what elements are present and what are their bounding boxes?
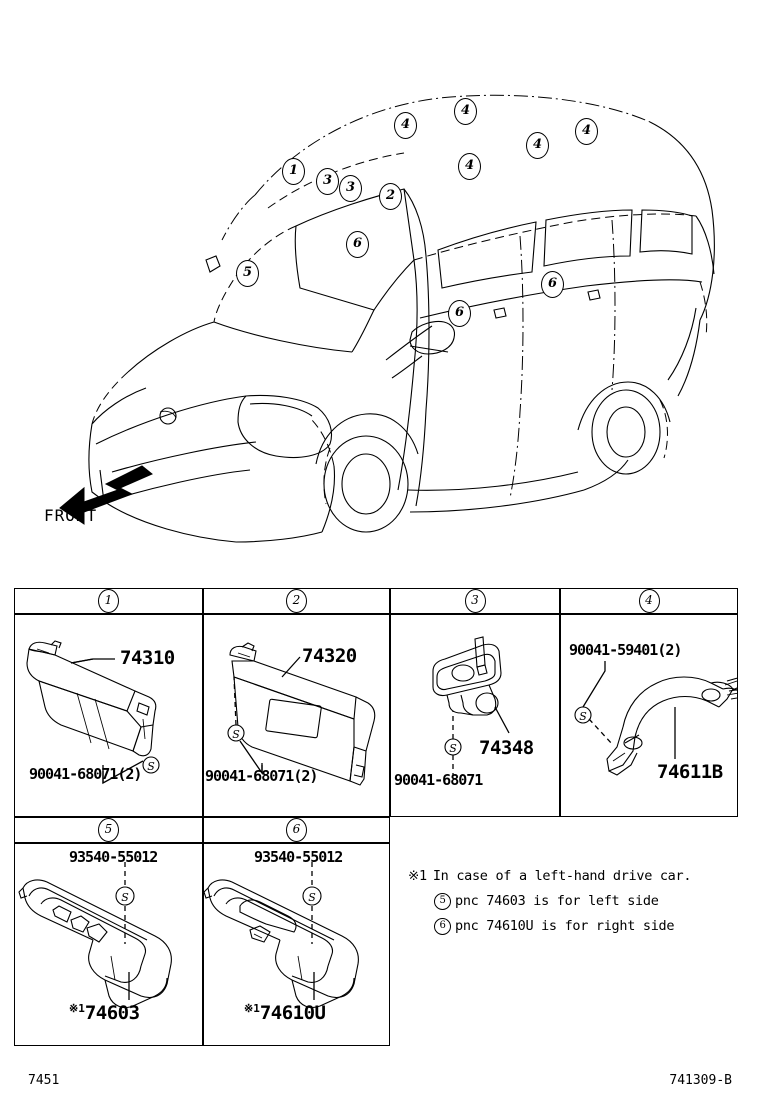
table-header-row-1: [14, 588, 738, 615]
callout-4: 4: [394, 112, 417, 139]
callout-4: 4: [454, 98, 477, 125]
header-cell-2: [203, 588, 390, 615]
callout-3: 3: [339, 175, 362, 202]
callout-1: 1: [282, 158, 305, 185]
part-cell-sun-visor: [14, 615, 203, 817]
part-cell-assist-grip: [560, 615, 738, 817]
svg-text:S: S: [449, 742, 457, 755]
callout-6: 6: [346, 231, 369, 258]
note-number-5: 5: [434, 893, 451, 910]
note-mark-b: ※1: [244, 1002, 260, 1015]
front-label: FRONT: [44, 506, 98, 525]
part-number-93540-55012-a: 93540-55012: [69, 848, 158, 866]
table-body-row-1: [14, 615, 738, 817]
callout-6: 6: [448, 300, 471, 327]
header-cell-3: [390, 588, 560, 615]
notes-block: [408, 864, 738, 939]
note-mark-a: ※1: [69, 1002, 85, 1015]
note-line-6: [434, 914, 738, 939]
callout-6: 6: [541, 271, 564, 298]
svg-text:S: S: [579, 710, 587, 723]
header-cell-5: [14, 817, 203, 844]
callout-4: 4: [526, 132, 549, 159]
part-number-74603-value: 74603: [84, 1002, 140, 1024]
part-number-90041-59401: 90041-59401(2): [569, 641, 682, 659]
note-text-5: pnc 74603 is for left side: [455, 893, 659, 909]
callout-4: 4: [575, 118, 598, 145]
callout-5: 5: [236, 260, 259, 287]
svg-text:S: S: [308, 891, 316, 904]
footer-right-code: 741309-B: [669, 1073, 732, 1088]
part-cell-console-right: [203, 844, 390, 1046]
car-outline: [89, 95, 714, 542]
part-number-74610U: [244, 1002, 325, 1024]
svg-text:S: S: [121, 891, 129, 904]
header-cell-1: [14, 588, 203, 615]
callout-3: 3: [316, 168, 339, 195]
svg-text:S: S: [232, 728, 240, 741]
sun-visor-drawing: [15, 615, 203, 817]
header-cell-6: [203, 817, 390, 844]
header-number-2: 2: [286, 589, 307, 613]
part-number-90041-68071-a: 90041-68071(2): [29, 765, 142, 783]
sun-visor-mirror-drawing: [204, 615, 390, 817]
callout-2: 2: [379, 183, 402, 210]
part-cell-console-left: [14, 844, 203, 1046]
part-number-74320: 74320: [302, 645, 357, 667]
part-number-90041-68071-c: 90041-68071: [394, 771, 483, 789]
part-number-74348: 74348: [479, 737, 534, 759]
part-number-74603: [69, 1002, 140, 1024]
part-number-74610U-value: 74610U: [259, 1002, 326, 1024]
header-cell-4: [560, 588, 738, 615]
header-number-6: 6: [286, 818, 307, 842]
note-number-6: 6: [434, 918, 451, 935]
table-header-row-2: [14, 817, 738, 844]
svg-text:S: S: [147, 760, 155, 773]
note-header-text: In case of a left-hand drive car.: [432, 868, 692, 884]
header-number-1: 1: [98, 589, 119, 613]
note-header: [408, 864, 738, 889]
callout-4: 4: [458, 153, 481, 180]
note-header-mark: ※1: [408, 868, 427, 884]
part-cell-visor-holder: [390, 615, 560, 817]
part-cell-sun-visor-mirror: [203, 615, 390, 817]
parts-table: [14, 588, 738, 1046]
part-number-74611B: 74611B: [657, 761, 723, 783]
header-number-4: 4: [639, 589, 660, 613]
note-line-5: [434, 889, 738, 914]
front-direction-arrow: [48, 462, 168, 540]
footer-left-code: 7451: [28, 1073, 60, 1088]
header-number-3: 3: [465, 589, 486, 613]
header-number-5: 5: [98, 818, 119, 842]
part-number-93540-55012-b: 93540-55012: [254, 848, 343, 866]
part-number-90041-68071-b: 90041-68071(2): [205, 767, 318, 785]
note-text-6: pnc 74610U is for right side: [455, 918, 675, 934]
part-number-74310: 74310: [120, 647, 175, 669]
